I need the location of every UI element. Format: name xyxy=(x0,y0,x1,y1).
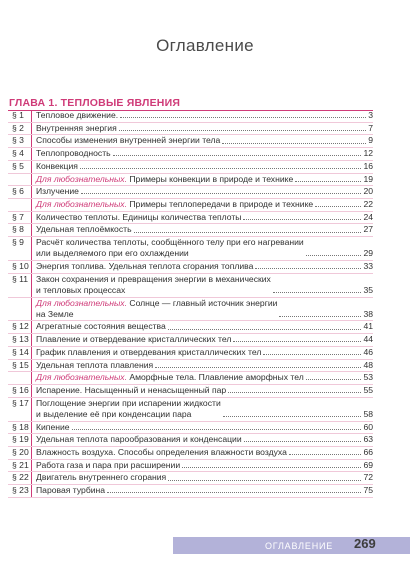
dot-leader xyxy=(279,316,361,317)
chapter-heading: ГЛАВА 1. ТЕПЛОВЫЕ ЯВЛЕНИЯ xyxy=(9,97,181,109)
toc-entry-title: Удельная теплота парообразования и конденсации xyxy=(36,434,242,445)
toc-entry xyxy=(8,212,373,225)
toc-entry xyxy=(8,135,373,148)
toc-page-number: 75 xyxy=(363,485,373,496)
toc-page-number: 24 xyxy=(363,211,373,222)
toc-entry xyxy=(8,385,373,398)
toc-entry-prefix: Для любознательных. xyxy=(36,372,127,383)
toc-entry-title-continued: и тепловых процессах xyxy=(36,284,126,295)
dot-leader xyxy=(263,354,361,355)
toc-page-number: 12 xyxy=(363,148,373,159)
toc-page-number: 3 xyxy=(368,110,373,120)
toc-page-number: 7 xyxy=(368,122,373,133)
toc-entry-title: Плавление и отвердевание кристаллических тел xyxy=(36,334,232,345)
toc-entry-title: Тепловое движение. xyxy=(36,110,119,120)
dot-leader xyxy=(244,441,362,442)
dot-leader xyxy=(273,292,362,293)
dot-leader xyxy=(107,492,361,493)
toc-page-number: 63 xyxy=(363,434,373,445)
toc-entry-title: Количество теплоты. Единицы количества теплоты xyxy=(36,211,242,222)
toc-entry-title: График плавления и отвердевания кристаллических тел xyxy=(36,346,262,357)
toc-page-number: 69 xyxy=(363,459,373,470)
toc-entry-title: Примеры конвекции в природе и технике xyxy=(126,173,294,184)
dot-leader xyxy=(255,268,361,269)
dot-leader xyxy=(315,206,361,207)
toc-entry xyxy=(8,422,373,435)
toc-section-number: § 12 xyxy=(8,321,32,334)
toc-entry-title: Расчёт количества теплоты, сообщённого телу при его нагревании xyxy=(36,237,304,248)
dot-leader xyxy=(80,168,362,169)
dot-leader xyxy=(168,480,361,481)
toc-entry xyxy=(8,460,373,473)
toc-entry-prefix: Для любознательных. xyxy=(36,173,127,184)
toc-entry xyxy=(8,174,373,187)
toc-section-number: § 14 xyxy=(8,347,32,360)
toc-page-number: 33 xyxy=(363,260,373,271)
toc-entry-title: Агрегатные состояния вещества xyxy=(36,321,166,332)
toc-section-number: § 2 xyxy=(8,123,32,136)
dot-leader xyxy=(222,143,366,144)
toc-section-number: § 7 xyxy=(8,212,32,225)
toc-section-number: § 9 xyxy=(8,237,32,261)
toc-entry xyxy=(8,224,373,237)
toc-page-number: 55 xyxy=(363,384,373,395)
toc-section-number: § 10 xyxy=(8,261,32,274)
toc-entry-title: Работа газа и пара при расширении xyxy=(36,459,181,470)
toc-entry-title: Аморфные тела. Плавление аморфных тел xyxy=(126,372,304,383)
toc-entry xyxy=(8,472,373,485)
toc-entry-title-continued: или выделяемого при его охлаждении xyxy=(36,248,189,259)
dot-leader xyxy=(289,454,362,455)
footer-page-number: 269 xyxy=(354,536,376,551)
toc-entry-title: Конвекция xyxy=(36,160,78,171)
toc-entry-prefix: Для любознательных. xyxy=(36,297,127,308)
toc-entry-title: Энергия топлива. Удельная теплота сгорания топлива xyxy=(36,260,254,271)
toc-page-number: 53 xyxy=(363,372,373,383)
toc-section-number: § 11 xyxy=(8,274,32,298)
toc-page-number: 60 xyxy=(363,421,373,432)
toc-page-number: 16 xyxy=(363,160,373,171)
dot-leader xyxy=(306,379,362,380)
toc-section-number: § 4 xyxy=(8,148,32,161)
dot-leader xyxy=(223,416,362,417)
toc-entry xyxy=(8,237,373,261)
toc-page-number: 22 xyxy=(363,198,373,209)
toc-page-number: 20 xyxy=(363,186,373,197)
toc-entry-title: Примеры теплопередачи в природе и технике xyxy=(126,198,314,209)
toc-entry-title: Влажность воздуха. Способы определения влажности воздуха xyxy=(36,446,287,457)
dot-leader xyxy=(72,429,362,430)
toc-list xyxy=(8,110,373,498)
dot-leader xyxy=(168,329,362,330)
toc-section-number: § 3 xyxy=(8,135,32,148)
toc-page-number: 9 xyxy=(368,135,373,146)
toc-section-number xyxy=(8,372,32,385)
toc-page-number: 27 xyxy=(363,224,373,235)
footer-label: ОГЛАВЛЕНИЕ xyxy=(265,541,334,551)
toc-entry-title-continued: на Земле xyxy=(36,308,74,319)
toc-entry-title: Внутренняя энергия xyxy=(36,122,117,133)
toc-entry-prefix: Для любознательных. xyxy=(36,198,127,209)
toc-page-number: 44 xyxy=(363,334,373,345)
dot-leader xyxy=(120,117,366,118)
dot-leader xyxy=(182,467,361,468)
dot-leader xyxy=(306,255,362,256)
toc-section-number xyxy=(8,174,32,187)
toc-page-number: 41 xyxy=(363,321,373,332)
toc-section-number: § 1 xyxy=(8,110,32,123)
toc-entry xyxy=(8,298,373,322)
toc-section-number: § 23 xyxy=(8,485,32,498)
dot-leader xyxy=(119,130,366,131)
dot-leader xyxy=(113,155,362,156)
toc-entry xyxy=(8,398,373,422)
dot-leader xyxy=(228,392,361,393)
dot-leader xyxy=(81,193,362,194)
toc-entry xyxy=(8,110,373,123)
toc-entry xyxy=(8,434,373,447)
toc-page-number: 29 xyxy=(363,248,373,259)
toc-entry xyxy=(8,321,373,334)
toc-section-number: § 5 xyxy=(8,161,32,174)
toc-entry xyxy=(8,447,373,460)
toc-entry xyxy=(8,199,373,212)
toc-page-number: 58 xyxy=(363,408,373,419)
toc-entry-title: Удельная теплота плавления xyxy=(36,359,154,370)
toc-entry-title: Кипение xyxy=(36,421,70,432)
toc-entry-title: Удельная теплоёмкость xyxy=(36,224,132,235)
toc-page-number: 48 xyxy=(363,359,373,370)
toc-section-number: § 8 xyxy=(8,224,32,237)
toc-page-number: 66 xyxy=(363,446,373,457)
toc-entry-title-continued: и выделение её при конденсации пара xyxy=(36,408,192,419)
toc-entry-title: Паровая турбина xyxy=(36,485,106,496)
dot-leader xyxy=(155,367,361,368)
page-title: Оглавление xyxy=(156,36,254,55)
toc-entry xyxy=(8,148,373,161)
toc-section-number: § 13 xyxy=(8,334,32,347)
toc-page-number: 38 xyxy=(363,308,373,319)
toc-entry-title: Солнце — главный источник энергии xyxy=(126,297,278,308)
toc-section-number: § 17 xyxy=(8,398,32,422)
toc-entry-title: Поглощение энергии при испарении жидкости xyxy=(36,397,221,408)
dot-leader xyxy=(233,341,361,342)
dot-leader xyxy=(295,181,361,182)
toc-section-number: § 18 xyxy=(8,422,32,435)
toc-section-number: § 22 xyxy=(8,472,32,485)
toc-entry xyxy=(8,347,373,360)
toc-section-number: § 21 xyxy=(8,460,32,473)
toc-entry xyxy=(8,334,373,347)
toc-entry xyxy=(8,186,373,199)
toc-entry-title: Теплопроводность xyxy=(36,148,111,159)
toc-entry xyxy=(8,261,373,274)
toc-section-number: § 19 xyxy=(8,434,32,447)
toc-page-number: 46 xyxy=(363,346,373,357)
toc-entry-title: Способы изменения внутренней энергии тела xyxy=(36,135,221,146)
toc-entry xyxy=(8,485,373,498)
toc-entry xyxy=(8,360,373,373)
toc-entry xyxy=(8,274,373,298)
toc-section-number: § 16 xyxy=(8,385,32,398)
toc-section-number: § 20 xyxy=(8,447,32,460)
toc-entry-title: Излучение xyxy=(36,186,79,197)
toc-section-number xyxy=(8,298,32,322)
toc-entry-title: Испарение. Насыщенный и ненасыщенный пар xyxy=(36,384,227,395)
toc-entry-title: Двигатель внутреннего сгорания xyxy=(36,472,167,483)
toc-section-number: § 6 xyxy=(8,186,32,199)
toc-entry xyxy=(8,161,373,174)
toc-page-number: 19 xyxy=(363,173,373,184)
toc-page-number: 35 xyxy=(363,284,373,295)
dot-leader xyxy=(243,219,361,220)
toc-page-number: 72 xyxy=(363,472,373,483)
toc-section-number xyxy=(8,199,32,212)
toc-entry-title: Закон сохранения и превращения энергии в механических xyxy=(36,273,271,284)
toc-entry xyxy=(8,372,373,385)
toc-entry xyxy=(8,123,373,136)
toc-section-number: § 15 xyxy=(8,360,32,373)
dot-leader xyxy=(134,232,362,233)
